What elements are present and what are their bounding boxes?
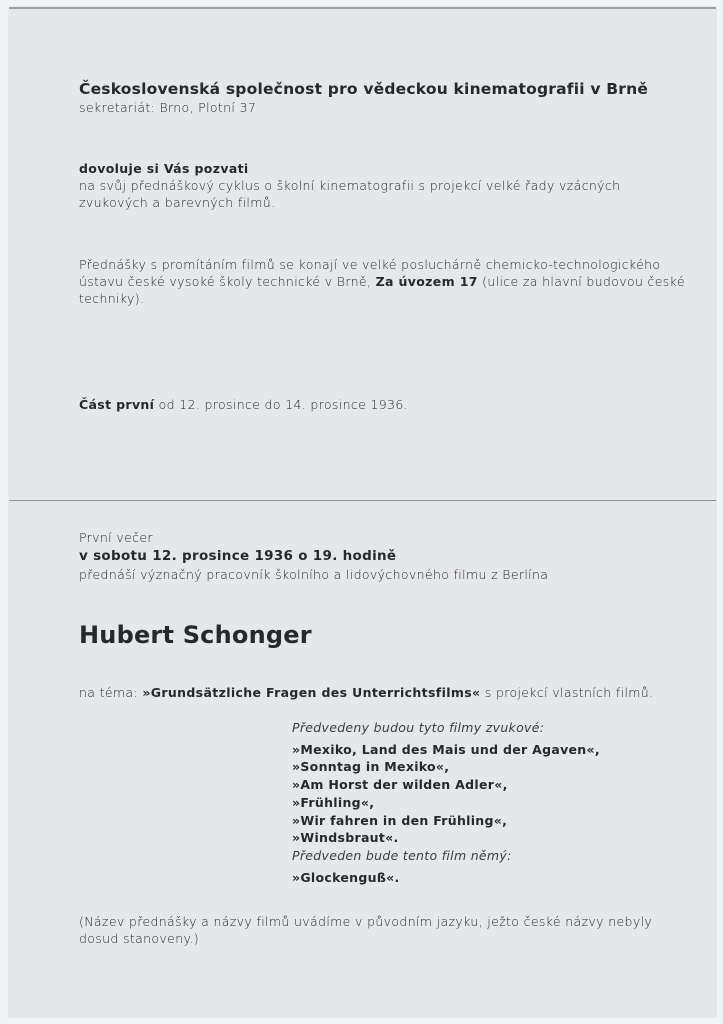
evening-section xyxy=(79,529,689,583)
page-background-strip xyxy=(0,1018,723,1024)
film-item: »Am Horst der wilden Adler«, xyxy=(292,777,508,793)
evening-date-time: v sobotu 12. prosince 1936 o 19. hodině xyxy=(79,548,397,564)
note-text: (Název přednášky a názvy filmů uvádíme v původním jazyku, ježto české názvy nebyly dosud stanoveny.) xyxy=(79,914,653,946)
venue-text-after: (ulice za hlavní budovou české techniky). xyxy=(79,274,685,306)
film-item: »Mexiko, Land des Mais und der Agaven«, xyxy=(292,741,600,757)
film-list xyxy=(292,719,692,886)
organization-name: Československá společnost pro vědeckou kinematografii v Brně xyxy=(79,80,649,98)
invitation-lead: dovoluje si Vás pozvati xyxy=(79,161,249,176)
topic-line xyxy=(79,684,689,701)
silent-film-intro: Předveden bude tento film němý: xyxy=(292,847,512,863)
part-label: Část první xyxy=(79,397,155,412)
sheet-top-edge xyxy=(9,7,716,9)
letterhead xyxy=(79,79,689,116)
film-item: »Wir fahren in den Frühling«, xyxy=(292,812,508,828)
invitation-paragraph xyxy=(79,160,689,211)
part-dates xyxy=(79,396,689,413)
evening-label: První večer xyxy=(79,530,153,545)
invitation-text: na svůj přednáškový cyklus o školní kinematografii s projekcí velké řady vzácných zvukových a barevných filmů. xyxy=(79,178,621,210)
lecturer-intro: přednáší význačný pracovník školního a lidovýchovného filmu z Berlína xyxy=(79,567,549,582)
topic-title: »Grundsätzliche Fragen des Unterrichtsfilms« xyxy=(142,685,481,700)
secretariat-address: sekretariát: Brno, Plotní 37 xyxy=(79,100,257,115)
silent-film-item: »Glockenguß«. xyxy=(292,869,400,885)
film-item: »Frühling«, xyxy=(292,794,375,810)
film-item: »Windsbraut«. xyxy=(292,830,399,846)
closing-note xyxy=(79,913,689,947)
part-date-range: od 12. prosince do 14. prosince 1936. xyxy=(154,397,408,412)
venue-text: Přednášky s promítáním filmů se konají ve velké posluchárně chemicko-technologického ústavu české vysoké školy technické v Brně, xyxy=(79,257,661,289)
speaker-block xyxy=(79,620,689,650)
fold-divider xyxy=(9,500,716,501)
venue-address: Za úvozem 17 xyxy=(375,274,478,289)
topic-suffix: s projekcí vlastních filmů. xyxy=(480,685,654,700)
speaker-name: Hubert Schonger xyxy=(79,621,312,649)
film-item: »Sonntag in Mexiko«, xyxy=(292,759,450,775)
venue-paragraph xyxy=(79,256,689,307)
topic-prefix: na téma: xyxy=(79,685,143,700)
sound-films-intro: Předvedeny budou tyto filmy zvukové: xyxy=(292,720,545,735)
